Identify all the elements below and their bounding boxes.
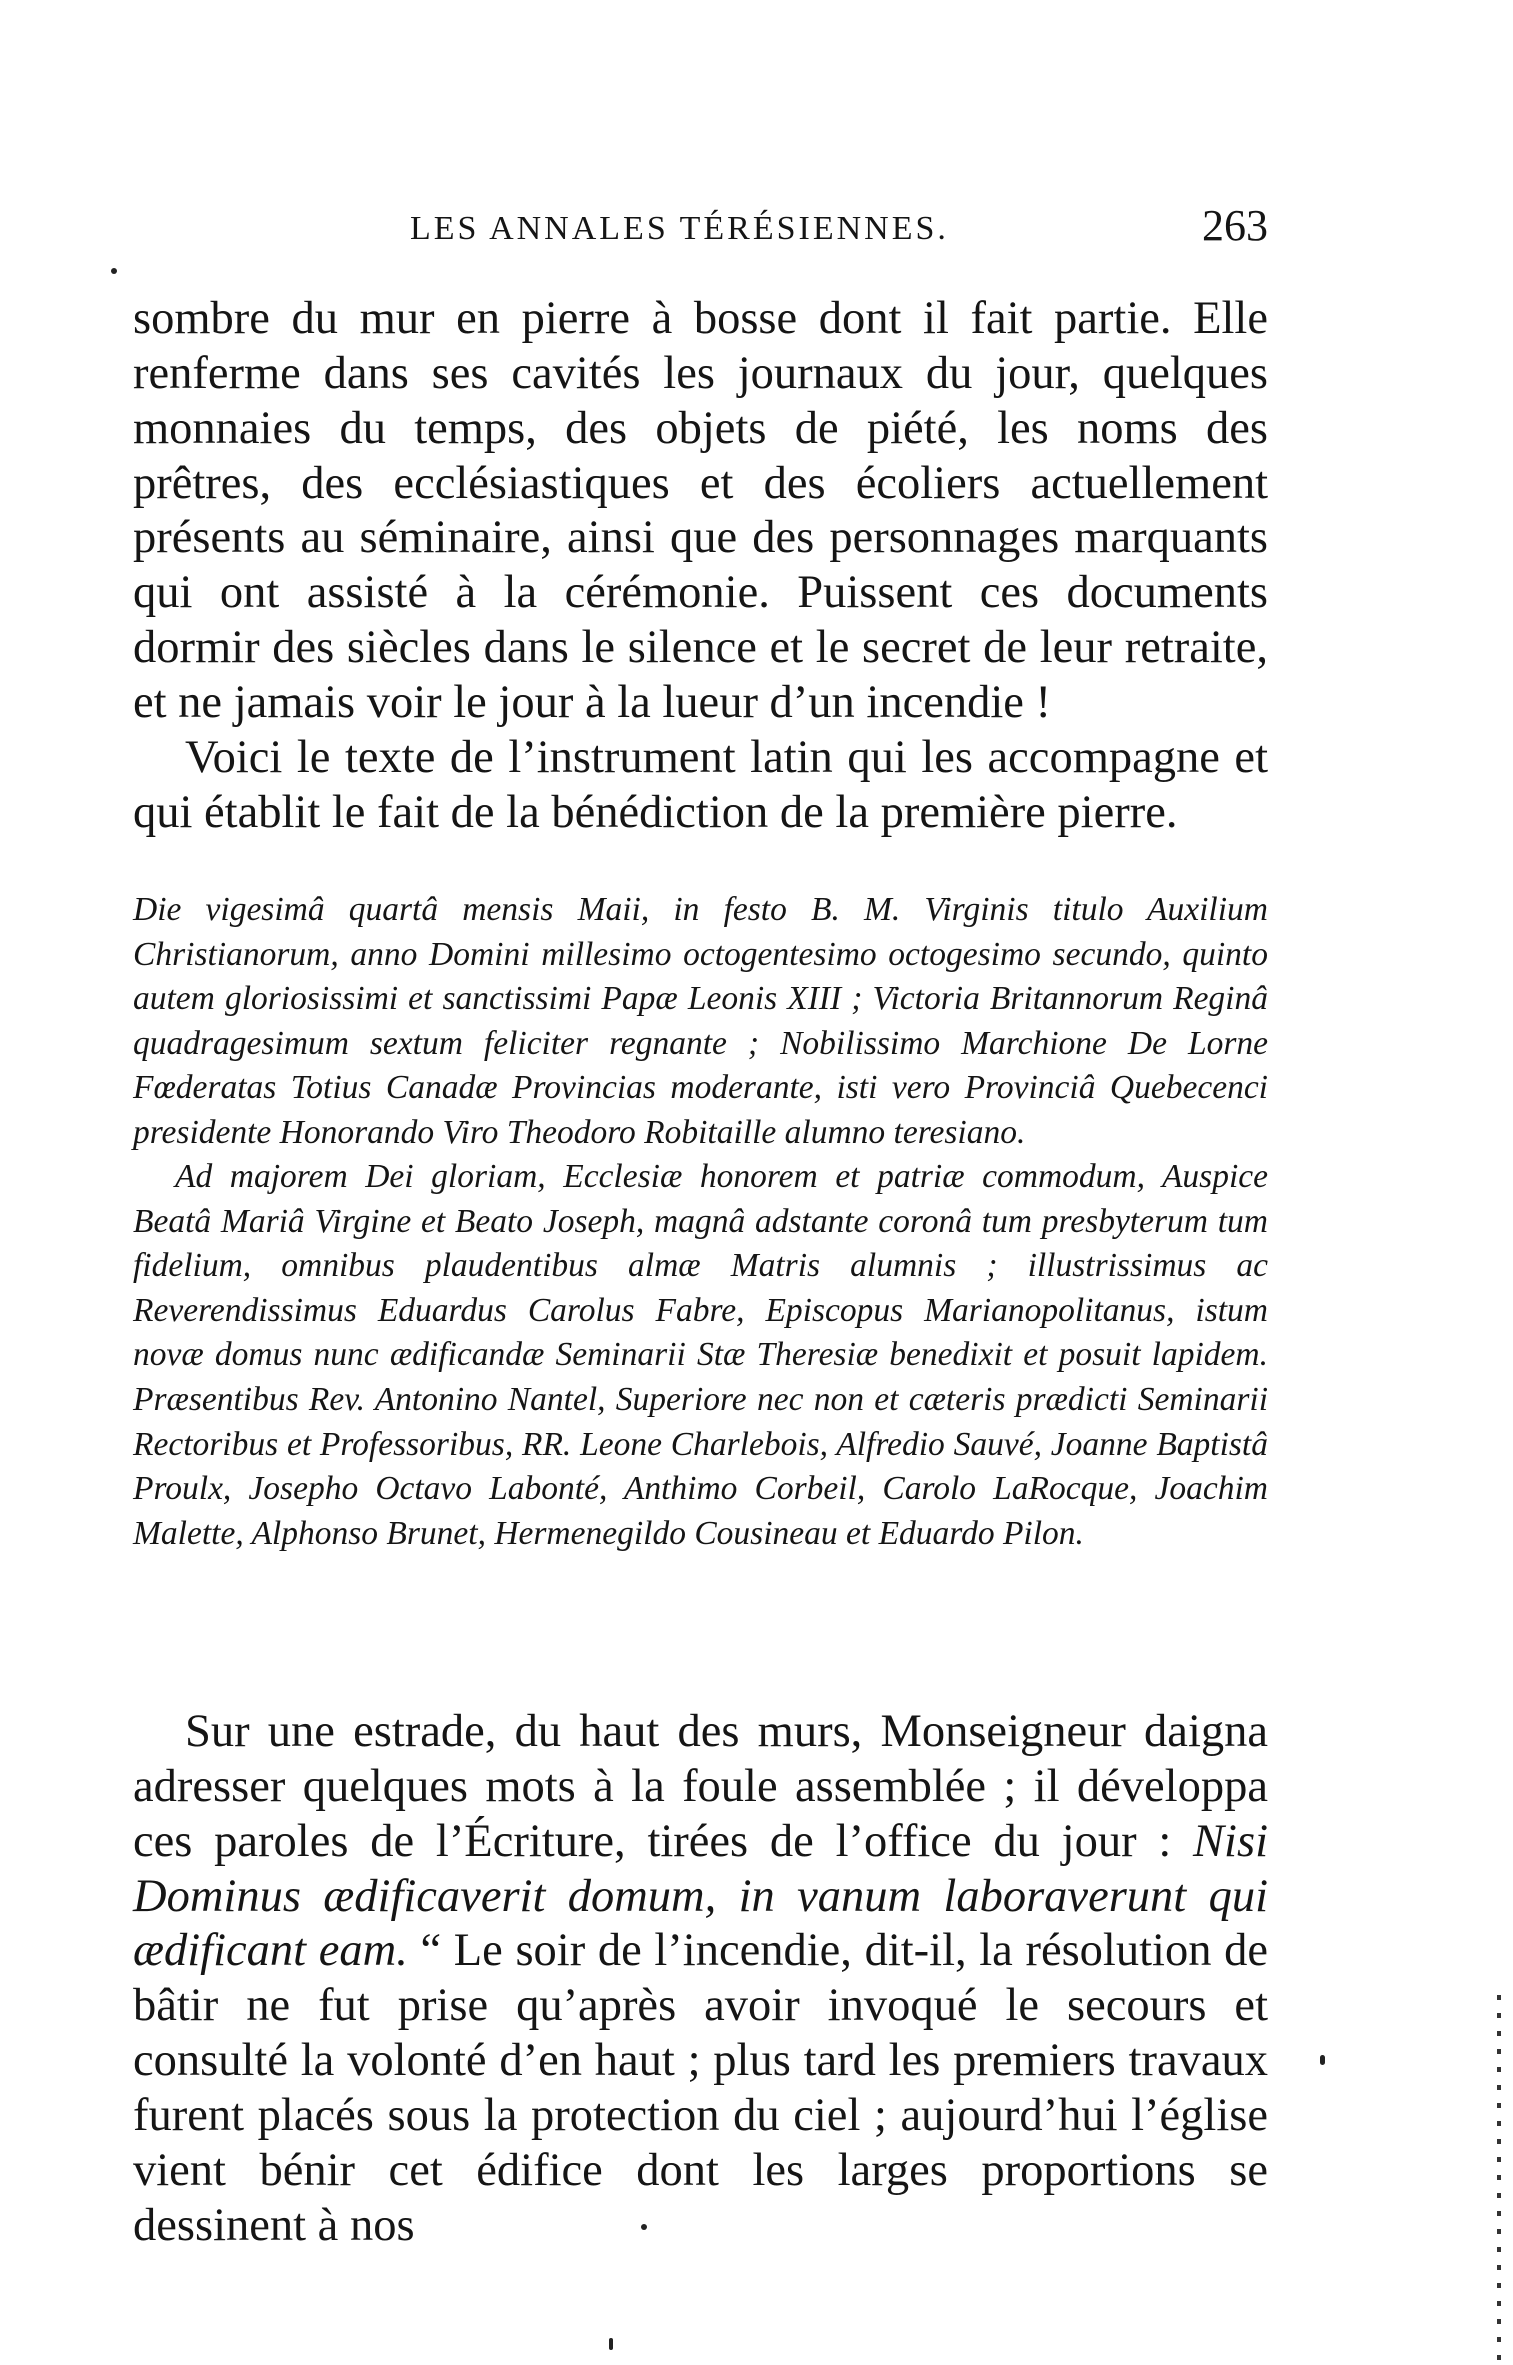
print-speck [609,2338,613,2350]
print-speck [111,268,117,274]
closing-text-before: Sur une estrade, du haut des murs, Monseigneur daigna adresser quelques mots à la foule assemblée ; il développa ces paroles de l’Écriture, tirées de l’office du jour : [133,1706,1268,1867]
scripture-quote: Nisi Dominus ædificaverit domum, in vanum laboraverunt qui ædificant eam. [133,1815,1268,1977]
latin-paragraph-1: Die vigesimâ quartâ mensis Maii, in festo B. M. Virginis titulo Auxilium Christianorum, anno Domini millesimo octogentesimo octogesimo secundo, quinto autem gloriosissimi et sanctissimi Papæ Leonis XIII ; Victoria Britannorum Reginâ quadragesimum sextum feliciter regnante ; Nobilissimo Marchione De Lorne Fœderatas Totius Canadæ Provincias moderante, isti vero Provinciâ Quebecenci presidente Honorando Viro Theodoro Robitaille alumno teresiano. [133,891,1268,1151]
print-speck [641,2224,647,2230]
french-text-block [133,292,1268,841]
body-paragraph-2: Voici le texte de l’instrument latin qui les accompagne et qui établit le fait de la bénédiction de la première pierre. [133,731,1268,838]
latin-paragraph-2: Ad majorem Dei gloriam, Ecclesiæ honorem et patriæ commodum, Auspice Beatâ Mariâ Virgine et Beato Joseph, magnâ adstante coronâ tum presbyterum tum fidelium, omnibus plaudentibus almæ Matris alumnis ; illustrissimus ac Reverendissimus Eduardus Carolus Fabre, Episcopus Marianopolitanus, istum novæ domus nunc ædificandæ Seminarii Stæ Theresiæ benedixit et posuit lapidem. Præsentibus Rev. Antonino Nantel, Superiore nec non et cæteris prædicti Seminarii Rectoribus et Professoribus, RR. Leone Charlebois, Alfredio Sauvé, Joanne Baptistâ Proulx, Josepho Octavo Labonté, Anthimo Corbeil, Carolo LaRocque, Joachim Malette, Alphonso Brunet, Hermenegildo Cousineau et Eduardo Pilon. [133,1158,1268,1552]
closing-text-after: “ Le soir de l’incendie, dit-il, la résolution de bâtir ne fut prise qu’après avoir invoqué le secours et consulté la volonté d’en haut ; plus tard les premiers travaux furent placés sous la protection du ciel ; aujourd’hui l’église vient bénir cet édifice dont les larges proportions se dessinent à nos [133,1925,1268,2251]
body-paragraph-1: sombre du mur en pierre à bosse dont il fait partie. Elle renferme dans ses cavités les journaux du jour, quelques monnaies du temps, des objets de piété, les noms des prêtres, des ecclésiastiques et des écoliers actuellement présents au séminaire, ainsi que des personnages marquants qui ont assisté à la cérémonie. Puissent ces documents dormir des siècles dans le silence et le secret de leur retraite, et ne jamais voir le jour à la lueur d’un incendie ! [133,293,1268,729]
print-speck [1320,2055,1325,2065]
latin-instrument [133,888,1268,1556]
closing-paragraph [133,1705,1268,2254]
page-edge-marks [1497,1995,1501,2365]
closing-text-block [133,1705,1268,2254]
running-head [133,200,1268,250]
page-number: 263 [1202,201,1268,250]
running-title: LES ANNALES TÉRÉSIENNES. [410,210,949,247]
